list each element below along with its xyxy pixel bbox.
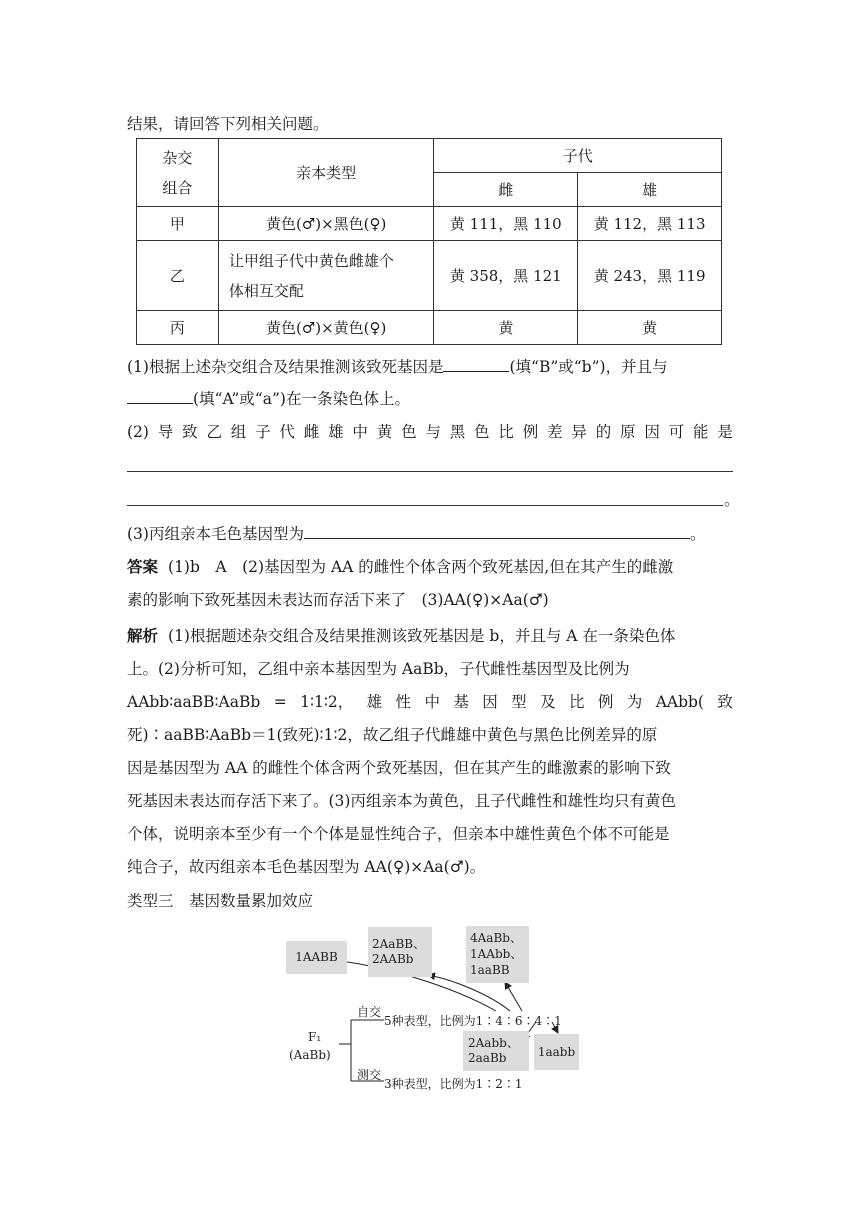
analysis-line-3-word: 例 xyxy=(597,693,614,711)
cell-male: 黄 xyxy=(578,311,722,345)
box4-line-1: 2Aabb、 xyxy=(468,1036,519,1050)
analysis-line-3-word: 雄 xyxy=(366,693,383,711)
analysis-line-3-word: 中 xyxy=(424,693,440,711)
q2-word: 比 xyxy=(498,423,514,441)
analysis-line-3-word: 型 xyxy=(511,693,527,711)
analysis-line-3-word: AAbb( xyxy=(655,693,704,711)
q2-word: 能 xyxy=(693,423,709,441)
q2-word: 与 xyxy=(425,423,441,441)
cell-male: 黄 243，黑 119 xyxy=(578,241,722,311)
cell-group: 丙 xyxy=(137,311,219,345)
genotype-box-1: 1AABB xyxy=(286,941,347,974)
q2-word: 组 xyxy=(230,423,247,441)
analysis-label: 解析 xyxy=(127,627,159,645)
box2-line-1: 2AaBB、 xyxy=(372,937,426,951)
header-cross-2: 组合 xyxy=(162,178,193,197)
q2-word: 雌 xyxy=(303,423,320,441)
q2-word: 导 xyxy=(157,423,174,441)
q2-word: 黑 xyxy=(449,423,466,441)
header-female: 雌 xyxy=(434,173,578,207)
answer-label: 答案 xyxy=(127,558,159,576)
genotype-box-3 xyxy=(466,926,529,983)
q2-word: 例 xyxy=(522,423,539,441)
analysis-line-3-word: AAbb∶aaBB∶AaBb xyxy=(127,693,261,711)
self-cross-label: 自交 xyxy=(357,1005,382,1019)
q2-word: (2) xyxy=(127,423,149,441)
section-heading: 类型三 基因数量累加效应 xyxy=(127,892,314,910)
analysis-line-3-word: 性 xyxy=(395,693,412,711)
analysis-line-2: 上。(2)分析可知，乙组中亲本基因型为 AaBb，子代雌性基因型及比例为 xyxy=(127,660,630,678)
genotype-box-5: 1aabb xyxy=(534,1034,579,1070)
cell-parent-line-1: 让甲组子代中黄色雌雄个 xyxy=(228,251,394,270)
cell-female: 黄 xyxy=(434,311,578,345)
box3-line-3: 1aaBB xyxy=(470,963,510,977)
cell-group: 乙 xyxy=(137,241,219,311)
genotype-box-2 xyxy=(368,927,432,977)
q2-word: 可 xyxy=(668,423,685,441)
cell-parent-line-2: 体相互交配 xyxy=(228,281,304,300)
cell-male: 黄 112，黑 113 xyxy=(578,207,722,241)
test-cross-result: 3种表型，比例为1∶2∶1 xyxy=(384,1077,523,1091)
analysis-line-4: 死)∶aaBB∶AaBb＝1(致死)∶1∶2，故乙组子代雌雄中黄色与黑色比例差异的原 xyxy=(127,726,658,744)
box2-line-2: 2AABb xyxy=(372,952,414,966)
analysis-line-3-word: 及 xyxy=(540,693,556,711)
q2-end-mark: 。 xyxy=(724,491,740,509)
box3-line-2: 1AAbb、 xyxy=(470,947,523,961)
analysis-line-7: 个体，说明亲本至少有一个个体是显性纯合子，但亲本中雄性黄色个体不可能是 xyxy=(127,825,670,843)
analysis-line-3-word: = xyxy=(273,693,287,711)
box4-line-2: 2aaBb xyxy=(468,1051,507,1065)
q2-word: 色 xyxy=(401,423,417,441)
q3-text: (3)丙组亲本毛色基因型为 xyxy=(127,525,304,543)
q2-word: 子 xyxy=(255,423,271,441)
f1-genotype: (AaBb) xyxy=(289,1048,331,1062)
box3-line-1: 4AaBb、 xyxy=(470,931,522,945)
q2-word: 原 xyxy=(620,423,636,441)
q2-word: 的 xyxy=(595,423,612,441)
answer-line-2: 素的影响下致死基因未表达而存活下来了 (3)AA(♀)×Aa(♂) xyxy=(127,591,549,609)
analysis-line-8: 纯合子，故丙组亲本毛色基因型为 AA(♀)×Aa(♂)。 xyxy=(127,858,486,876)
q2-word: 致 xyxy=(182,423,198,441)
analysis-line-3-word: 为 xyxy=(626,693,643,711)
q2-word: 中 xyxy=(352,423,368,441)
header-offspring: 子代 xyxy=(434,139,722,173)
cell-female: 黄 358，黑 121 xyxy=(434,241,578,311)
q3-end: 。 xyxy=(689,525,706,543)
q2-word: 异 xyxy=(571,423,587,441)
answer-text-1: (1)b A (2)基因型为 AA 的雌性个体含两个致死基因,但在其产生的雌激 xyxy=(168,558,674,576)
cell-group: 甲 xyxy=(137,207,219,241)
q2-word: 黄 xyxy=(376,423,393,441)
cell-parent: 黄色(♂)×黄色(♀) xyxy=(218,311,434,345)
q2-word: 代 xyxy=(279,423,295,441)
self-cross-result: 5种表型，比例为1∶4∶6∶4∶1 xyxy=(384,1014,562,1028)
header-male: 雄 xyxy=(578,173,722,207)
intro-line: 结果，请回答下列相关问题。 xyxy=(127,115,329,133)
analysis-line-3-word: 因 xyxy=(482,693,498,711)
q1-text-b: (填“B”或“b”)，并且与 xyxy=(509,358,668,376)
test-cross-label: 测交 xyxy=(357,1068,382,1082)
q2-word: 雄 xyxy=(328,423,344,441)
q1-text-c: (填“A”或“a”)在一条染色体上。 xyxy=(193,390,410,408)
q2-word: 差 xyxy=(547,423,563,441)
arrow-to-3 xyxy=(505,982,522,1011)
genotype-box-4 xyxy=(463,1031,529,1071)
cell-female: 黄 111，黑 110 xyxy=(434,207,578,241)
q1-text-a: (1)根据上述杂交组合及结果推测该致死基因是 xyxy=(127,358,444,376)
analysis-line-3-word: 1∶1∶2， xyxy=(300,693,354,711)
analysis-text-1: (1)根据题述杂交组合及结果推测该致死基因是 b，并且与 A 在一条染色体 xyxy=(168,627,676,645)
cell-parent: 黄色(♂)×黑色(♀) xyxy=(218,207,434,241)
q2-word: 乙 xyxy=(206,423,222,441)
analysis-line-3-word: 致 xyxy=(717,693,733,711)
analysis-line-3-word: 比 xyxy=(568,693,585,711)
analysis-line-3-word: 基 xyxy=(453,693,469,711)
q2-word: 因 xyxy=(644,423,660,441)
analysis-line-6: 死基因未表达而存活下来了。(3)丙组亲本为黄色，且子代雌性和雄性均只有黄色 xyxy=(127,792,676,810)
header-cross-1: 杂交 xyxy=(162,148,193,167)
f1-label: F₁ xyxy=(308,1030,322,1044)
header-parent-type: 亲本类型 xyxy=(218,139,434,207)
q2-word: 色 xyxy=(474,423,490,441)
q2-word: 是 xyxy=(717,423,733,441)
analysis-line-5: 因是基因型为 AA 的雌性个体含两个致死基因，但在其产生的雌激素的影响下致 xyxy=(127,759,671,777)
